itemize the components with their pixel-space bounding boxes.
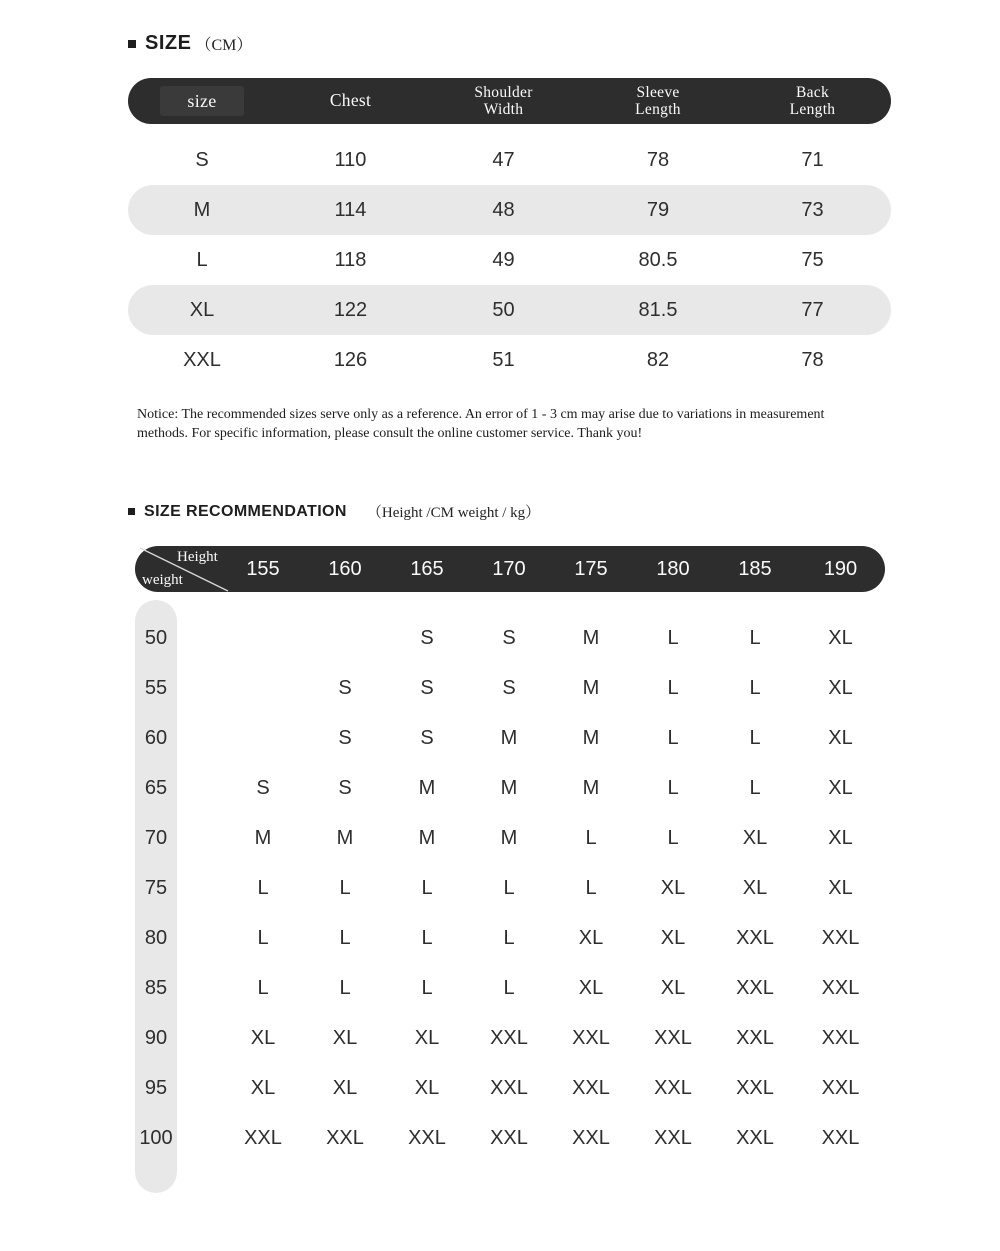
recommendation-cell: XXL (654, 1126, 692, 1149)
weight-label: 70 (144, 826, 168, 849)
recommendation-cell: L (667, 626, 679, 649)
size-table-cell: L (196, 248, 208, 271)
recommendation-cell: S (256, 776, 270, 799)
recommendation-cell: L (339, 926, 351, 949)
recommendation-cell: L (667, 776, 679, 799)
recommendation-cell: S (338, 776, 352, 799)
recommendation-cell: L (749, 676, 761, 699)
recommendation-cell: XXL (736, 926, 774, 949)
recommendation-cell: XL (828, 826, 853, 849)
weight-cell (135, 1077, 177, 1100)
recommendation-row (135, 663, 885, 713)
recommendation-cell: XXL (736, 976, 774, 999)
recommendation-cell: M (582, 726, 600, 749)
weight-label: 90 (144, 1026, 168, 1049)
size-table-cell: 78 (646, 148, 670, 171)
recommendation-row (135, 963, 885, 1013)
size-table-row (128, 335, 891, 385)
size-table-cell: M (193, 198, 211, 221)
size-table-cell: 51 (492, 348, 515, 371)
corner-weight-label: weight (142, 572, 183, 588)
size-table-cell: S (195, 148, 209, 171)
recommendation-cell: L (339, 876, 351, 899)
recommendation-title-label: SIZE RECOMMENDATION (144, 502, 347, 520)
size-table (128, 78, 891, 385)
recommendation-cell: XL (414, 1076, 440, 1099)
recommendation-row (135, 1063, 885, 1113)
height-header-cell: 160 (328, 557, 362, 580)
size-table-cell: 47 (492, 148, 515, 171)
size-table-row (128, 235, 891, 285)
recommendation-cell: XL (660, 876, 686, 899)
recommendation-cell: XXL (572, 1026, 610, 1049)
weight-cell (135, 1127, 177, 1150)
recommendation-cell: XXL (736, 1026, 774, 1049)
size-table-header-cell (734, 84, 891, 119)
recommendation-cell: XL (414, 1026, 440, 1049)
height-weight-corner-cell (135, 546, 222, 592)
recommendation-cell: M (418, 826, 436, 849)
weight-label: 100 (139, 1126, 173, 1149)
recommendation-cell: XL (828, 776, 853, 799)
weight-cell (135, 927, 177, 950)
recommendation-cell: XXL (821, 976, 860, 999)
recommendation-cell: XL (250, 1076, 276, 1099)
height-header-cell: 180 (656, 557, 690, 580)
recommendation-section-title (128, 501, 540, 522)
recommendation-cell: XXL (244, 1126, 282, 1149)
recommendation-cell: S (420, 626, 434, 649)
size-table-cell: 110 (334, 148, 367, 171)
recommendation-cell: M (254, 826, 272, 849)
size-table-cell: 122 (333, 298, 368, 321)
recommendation-cell: M (500, 726, 518, 749)
recommendation-cell: XXL (490, 1076, 528, 1099)
recommendation-cell: XL (742, 876, 768, 899)
size-table-cell: 79 (646, 198, 670, 221)
size-table-row (128, 285, 891, 335)
recommendation-cell: XXL (736, 1076, 774, 1099)
height-header-cell: 185 (738, 557, 772, 580)
recommendation-cell: XXL (821, 1126, 860, 1149)
recommendation-cell: L (667, 676, 679, 699)
recommendation-cell: L (749, 776, 761, 799)
recommendation-cell: L (257, 976, 269, 999)
weight-label: 95 (144, 1076, 168, 1099)
size-table-row (128, 185, 891, 235)
recommendation-cell: XXL (490, 1026, 528, 1049)
recommendation-cell: XXL (736, 1126, 774, 1149)
recommendation-cell: XXL (572, 1076, 610, 1099)
recommendation-cell: M (500, 776, 518, 799)
height-header-cell: 170 (492, 557, 526, 580)
recommendation-cell: XL (660, 926, 686, 949)
recommendation-cell: M (582, 626, 600, 649)
size-table-header-label: Width (483, 101, 524, 118)
recommendation-cell: L (585, 876, 597, 899)
recommendation-cell: L (503, 876, 515, 899)
weight-cell (135, 727, 177, 750)
height-header-cell: 175 (574, 557, 608, 580)
size-table-header-cell (425, 84, 582, 119)
recommendation-cell: XL (578, 926, 604, 949)
size-table-cell: 114 (334, 198, 367, 221)
size-table-header-label: Length (635, 101, 681, 118)
size-table-header-label: size (187, 90, 217, 111)
recommendation-row (135, 813, 885, 863)
size-table-header-cell (128, 86, 276, 116)
recommendation-cell: XXL (821, 1076, 860, 1099)
recommendation-table-header-row (135, 546, 885, 592)
size-table-header-label: Shoulder (474, 83, 533, 101)
recommendation-row (135, 613, 885, 663)
recommendation-cell: L (339, 976, 351, 999)
recommendation-row (135, 913, 885, 963)
size-table-header-label: Length (789, 101, 836, 118)
weight-label: 50 (144, 626, 168, 649)
recommendation-row (135, 863, 885, 913)
size-table-cell: 48 (492, 198, 515, 221)
recommendation-table-body (135, 592, 885, 1163)
weight-cell (135, 777, 177, 800)
weight-label: 55 (144, 676, 168, 699)
recommendation-cell: L (421, 926, 433, 949)
size-unit-label: （CM） (195, 37, 253, 54)
recommendation-cell: XXL (654, 1076, 692, 1099)
recommendation-cell: L (503, 976, 515, 999)
size-table-cell: XXL (183, 348, 221, 371)
weight-cell (135, 1027, 177, 1050)
recommendation-cell: XXL (821, 926, 860, 949)
recommendation-cell: L (749, 626, 761, 649)
size-table-header-cell (582, 84, 734, 119)
recommendation-cell: M (500, 826, 518, 849)
square-bullet-icon (128, 508, 135, 515)
height-header-cell: 165 (410, 557, 444, 580)
height-header-cell: 155 (246, 557, 280, 580)
weight-label: 60 (144, 726, 168, 749)
weight-label: 80 (144, 926, 168, 949)
size-table-row (128, 135, 891, 185)
recommendation-cell: L (257, 926, 269, 949)
recommendation-cell: XXL (326, 1126, 364, 1149)
size-table-header-cell (276, 91, 425, 111)
size-table-cell: 82 (646, 348, 670, 371)
recommendation-cell: XXL (821, 1026, 860, 1049)
size-header-highlight (160, 86, 243, 116)
height-header-cell: 190 (823, 557, 858, 580)
recommendation-cell: XXL (408, 1126, 446, 1149)
recommendation-cell: XL (332, 1076, 358, 1099)
size-title-label: SIZE (145, 32, 192, 54)
weight-cell (135, 977, 177, 1000)
size-table-cell: 118 (334, 248, 367, 271)
size-table-cell: 50 (492, 298, 515, 321)
recommendation-row (135, 713, 885, 763)
size-table-body (128, 135, 891, 385)
recommendation-cell: XL (742, 826, 768, 849)
recommendation-cell: S (502, 626, 516, 649)
recommendation-cell: L (257, 876, 269, 899)
size-table-header-row (128, 78, 891, 124)
size-table-cell: 71 (801, 148, 824, 171)
weight-label: 75 (144, 876, 168, 899)
recommendation-cell: XL (332, 1026, 358, 1049)
size-table-header-label: Back (795, 83, 830, 101)
weight-cell (135, 677, 177, 700)
size-table-header-label: Chest (329, 90, 372, 111)
size-section-title (128, 32, 252, 55)
recommendation-row (135, 1013, 885, 1063)
recommendation-cell: S (338, 676, 352, 699)
recommendation-cell: XXL (654, 1026, 692, 1049)
recommendation-cell: S (420, 726, 434, 749)
notice-text: Notice: The recommended sizes serve only as a reference. An error of 1 - 3 cm may arise due to variations in measurement methods. For specific information, please consult the online customer service. Thank you! (137, 407, 825, 442)
size-table-cell: 73 (801, 198, 824, 221)
square-bullet-icon (128, 40, 136, 48)
recommendation-cell: L (667, 826, 679, 849)
size-table-header-label: Sleeve (636, 83, 680, 101)
recommendation-row (135, 1113, 885, 1163)
weight-cell (135, 827, 177, 850)
recommendation-unit-label: （Height /CM weight / kg） (366, 505, 541, 521)
recommendation-cell: XXL (572, 1126, 610, 1149)
recommendation-cell: XL (660, 976, 686, 999)
recommendation-row (135, 763, 885, 813)
recommendation-cell: XXL (490, 1126, 528, 1149)
size-table-cell: 78 (801, 348, 824, 371)
size-table-cell: 126 (333, 348, 368, 371)
size-table-cell: XL (189, 298, 215, 321)
weight-label: 85 (144, 976, 168, 999)
recommendation-cell: S (502, 676, 516, 699)
recommendation-cell: XL (828, 726, 853, 749)
recommendation-cell: XL (828, 626, 853, 649)
recommendation-cell: L (421, 976, 433, 999)
recommendation-cell: M (582, 676, 600, 699)
recommendation-cell: XL (828, 876, 853, 899)
recommendation-cell: L (749, 726, 761, 749)
recommendation-cell: M (336, 826, 354, 849)
recommendation-cell: S (420, 676, 434, 699)
size-table-cell: 77 (801, 298, 824, 321)
recommendation-cell: M (418, 776, 436, 799)
recommendation-cell: L (421, 876, 433, 899)
recommendation-cell: XL (578, 976, 604, 999)
recommendation-cell: S (338, 726, 352, 749)
weight-cell (135, 627, 177, 650)
recommendation-cell: L (585, 826, 597, 849)
size-table-cell: 75 (801, 248, 824, 271)
size-table-cell: 49 (492, 248, 515, 271)
corner-height-label: Height (177, 549, 218, 565)
weight-label: 65 (144, 776, 168, 799)
weight-cell (135, 877, 177, 900)
recommendation-cell: L (667, 726, 679, 749)
recommendation-cell: XL (250, 1026, 276, 1049)
recommendation-table (135, 546, 885, 1163)
size-table-cell: 80.5 (638, 248, 678, 271)
recommendation-cell: L (503, 926, 515, 949)
recommendation-cell: XL (828, 676, 853, 699)
size-table-cell: 81.5 (638, 298, 678, 321)
recommendation-cell: M (582, 776, 600, 799)
